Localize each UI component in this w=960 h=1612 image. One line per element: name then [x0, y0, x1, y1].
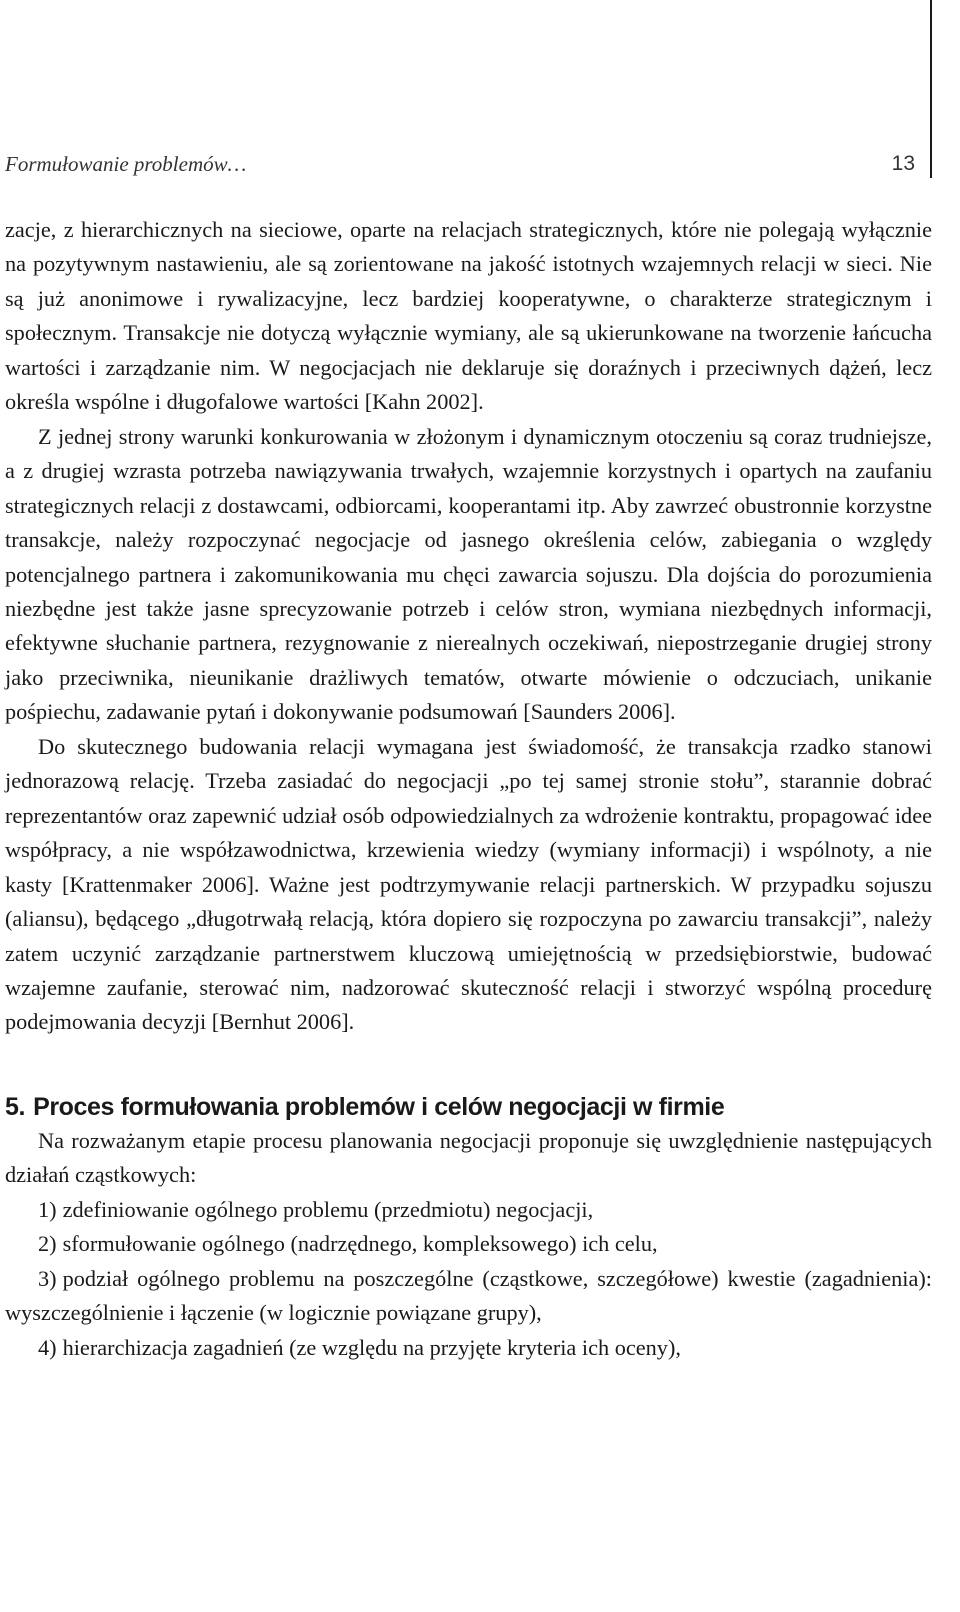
section-heading [5, 1090, 932, 1124]
list-item-number: 3) [38, 1265, 57, 1291]
list-item-number: 4) [38, 1334, 57, 1360]
section-intro: Na rozważanym etapie procesu planowania negocjacji proponuje się uwzględnienie następujących działań cząstkowych: [5, 1127, 932, 1188]
list-item-text: podział ogólnego problemu na poszczególne (cząstkowe, szczegółowe) kwestie (zagadnienia): wyszczególnienie i łączenie (w logicznie powiązane grupy), [5, 1265, 932, 1326]
list-item-text: zdefiniowanie ogólnego problemu (przedmiotu) negocjacji, [62, 1196, 594, 1222]
list-item [5, 1227, 932, 1261]
list-item-number: 1) [38, 1196, 57, 1222]
list-item-number: 2) [38, 1231, 57, 1257]
paragraph-continuation: zacje, z hierarchicznych na sieciowe, oparte na relacjach strategicznych, które nie polegają wyłącznie na pozytywnym nastawieniu, ale są zorientowane na jakość istotnych wzajemnych relacji w sieci. Nie są już anonimowe i rywalizacyjne, lecz bardziej kooperatywne, o charakterze strategicznym i społecznym. Transakcje nie dotyczą wyłącznie wymiany, ale są ukierunkowane na tworzenie łańcucha wartości i zarządzanie nim. W negocjacjach nie deklaruje się doraźnych i przeciwnych dążeń, lecz określa wspólne i długofalowe wartości [Kahn 2002]. [5, 217, 932, 415]
paragraph: Do skutecznego budowania relacji wymagana jest świadomość, że transakcja rzadko stanowi jednorazową relację. Trzeba zasiadać do negocjacji „po tej samej stronie stołu”, starannie dobrać reprezentantów oraz zapewnić udział osób odpowiedzialnych za wdrożenie kontraktu, propagować idee współpracy, a nie współzawodnictwa, krzewienia wiedzy (wymiany informacji) i wspólnoty, a nie kasty [Krattenmaker 2006]. Ważne jest podtrzymywanie relacji partnerskich. W przypadku sojuszu (aliansu), będącego „długotrwałą relacją, która dopiero się rozpoczyna po zawarciu transakcji”, należy zatem uczynić zarządzanie partnerstwem kluczową umiejętnością w przedsiębiorstwie, budować wzajemne zaufanie, sterować nim, nadzorować skuteczność relacji i stworzyć wspólną procedurę podejmowania decyzji [Bernhut 2006]. [5, 733, 932, 1035]
list-item-text: hierarchizacja zagadnień (ze względu na przyjęte kryteria ich oceny), [62, 1334, 681, 1360]
page-edge-rule [930, 0, 932, 178]
page-body [5, 213, 932, 1365]
paragraph: Z jednej strony warunki konkurowania w złożonym i dynamicznym otoczeniu są coraz trudniejsze, a z drugiej wzrasta potrzeba nawiązywania trwałych, wzajemnie korzystnych i opartych na zaufaniu strategicznych relacji z dostawcami, odbiorcami, kooperantami itp. Aby zawrzeć obustronnie korzystne transakcje, należy rozpoczynać negocjacje od jasnego określenia celów, zabiegania o względy potencjalnego partnera i zakomunikowania mu chęci zawarcia sojuszu. Dla dojścia do porozumienia niezbędne jest także jasne sprecyzowanie potrzeb i celów stron, wymiana niezbędnych informacji, efektywne słuchanie partnera, rezygnowanie z nierealnych oczekiwań, niepostrzeganie drugiej strony jako przeciwnika, nieunikanie drażliwych tematów, otwarte mówienie o odczuciach, unikanie pośpiechu, zadawanie pytań i dokonywanie podsumowań [Saunders 2006]. [5, 423, 932, 725]
steps-list [5, 1193, 932, 1365]
list-item [5, 1262, 932, 1331]
running-head: Formułowanie problemów… [5, 152, 247, 176]
page-number: 13 [891, 152, 915, 175]
section-title: Proces formułowania problemów i celów negocjacji w firmie [33, 1092, 725, 1121]
list-item [5, 1193, 932, 1227]
section-number: 5. [5, 1092, 26, 1121]
list-item-text: sformułowanie ogólnego (nadrzędnego, kompleksowego) ich celu, [62, 1231, 658, 1257]
page-header [5, 152, 915, 188]
list-item [5, 1331, 932, 1365]
